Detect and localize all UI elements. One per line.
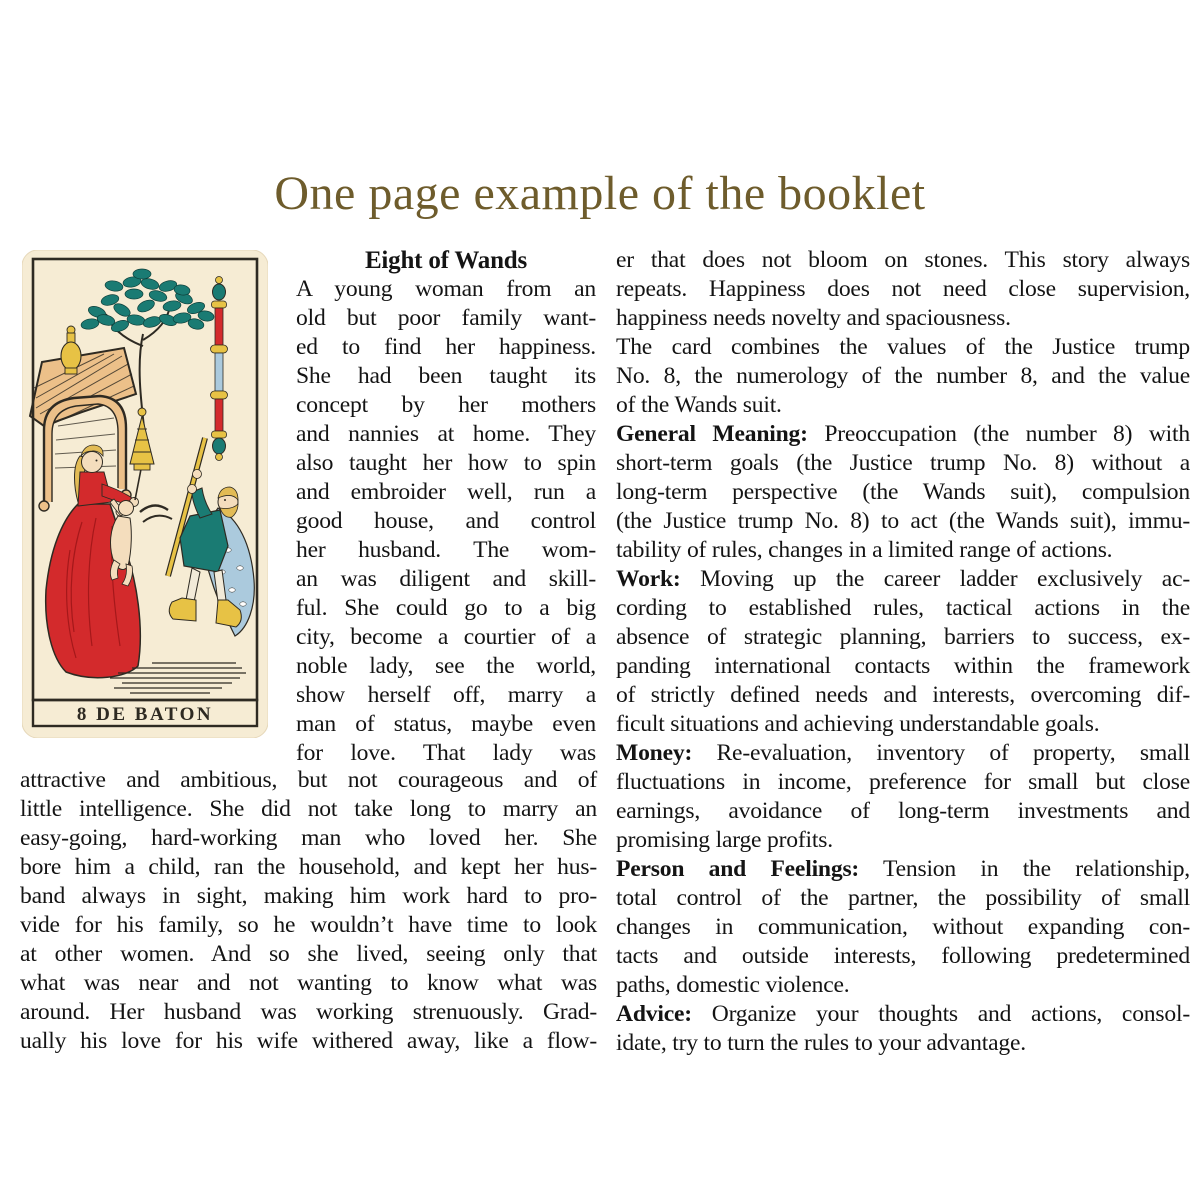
- text-line: paths, domestic violence.: [616, 972, 850, 998]
- text-line: of strictly defined needs and interests, overcoming dif-: [616, 682, 1190, 708]
- text-line: for love. That lady was: [296, 740, 596, 766]
- text-line: changes in communication, without expanding con-: [616, 914, 1190, 940]
- text-line: little intelligence. She did not take long to marry an: [20, 796, 597, 822]
- text-line: She had been taught its: [296, 363, 596, 389]
- text-line: Person and Feelings: Tension in the relationship,: [616, 856, 1190, 882]
- text-line: man of status, maybe even: [296, 711, 596, 737]
- text-line: around. Her husband was working strenuously. Grad-: [20, 999, 597, 1025]
- text-line: an was diligent and skill-: [296, 566, 596, 592]
- text-line: of the Wands suit.: [616, 392, 782, 418]
- text-line: tability of rules, changes in a limited range of actions.: [616, 537, 1113, 563]
- tarot-card-image: [22, 250, 268, 738]
- card-caption: 8 DE BATON: [76, 704, 214, 725]
- right-column: [616, 246, 1190, 1058]
- text-line: General Meaning: Preoccupation (the number 8) with: [616, 421, 1190, 447]
- text-line: ed to find her happiness.: [296, 334, 596, 360]
- text-line: old but poor family want-: [296, 305, 596, 331]
- text-line: The card combines the values of the Justice trump: [616, 334, 1190, 360]
- text-line: idate, try to turn the rules to your advantage.: [616, 1030, 1026, 1056]
- text-line: ful. She could go to a big: [296, 595, 596, 621]
- text-line: happiness needs novelty and spaciousness.: [616, 305, 1011, 331]
- text-line: panding international contacts within the framework: [616, 653, 1190, 679]
- text-line: also taught her how to spin: [296, 450, 596, 476]
- text-line: noble lady, see the world,: [296, 653, 596, 679]
- text-line: Work: Moving up the career ladder exclusively ac-: [616, 566, 1190, 592]
- text-line: city, become a courtier of a: [296, 624, 596, 650]
- text-line: ficult situations and achieving understandable goals.: [616, 711, 1100, 737]
- story-lines-beside-card: [296, 275, 596, 768]
- card-title-heading: Eight of Wands: [364, 247, 528, 274]
- text-line: total control of the partner, the possibility of small: [616, 885, 1190, 911]
- page-title: One page example of the booklet: [274, 167, 926, 220]
- text-line: short-term goals (the Justice trump No. 8) without a: [616, 450, 1190, 476]
- text-line: show herself off, marry a: [296, 682, 596, 708]
- tarot-card-illustration: [22, 250, 268, 738]
- text-line: earnings, avoidance of long-term investments and: [616, 798, 1190, 824]
- text-line: concept by her mothers: [296, 392, 596, 418]
- text-line: her husband. The wom-: [296, 537, 596, 563]
- text-line: bore him a child, ran the household, and kept her hus-: [20, 854, 597, 880]
- text-line: (the Justice trump No. 8) to act (the Wands suit), immu-: [616, 508, 1190, 534]
- text-line: vide for his family, so he wouldn’t have time to look: [20, 912, 597, 938]
- text-line: tacts and outside interests, following predetermined: [616, 943, 1190, 969]
- text-line: A young woman from an: [296, 276, 596, 302]
- text-line: er that does not bloom on stones. This story always: [616, 247, 1190, 273]
- text-line: easy-going, hard-working man who loved her. She: [20, 825, 597, 851]
- story-column-beside-card: [296, 246, 596, 768]
- text-line: absence of strategic planning, barriers to success, ex-: [616, 624, 1190, 650]
- text-line: long-term perspective (the Wands suit), compulsion: [616, 479, 1190, 505]
- text-line: promising large profits.: [616, 827, 833, 853]
- text-line: cording to established rules, tactical actions in the: [616, 595, 1190, 621]
- text-line: Advice: Organize your thoughts and actions, consol-: [616, 1001, 1190, 1027]
- text-line: repeats. Happiness does not need close supervision,: [616, 276, 1190, 302]
- text-line: attractive and ambitious, but not courageous and of: [20, 767, 597, 793]
- text-line: at other women. And so she lived, seeing only that: [20, 941, 597, 967]
- text-line: what was near and not wanting to know what was: [20, 970, 597, 996]
- text-line: ually his love for his wife withered away, like a flow-: [20, 1028, 597, 1054]
- text-line: good house, and control: [296, 508, 596, 534]
- text-line: Money: Re-evaluation, inventory of property, small: [616, 740, 1190, 766]
- text-line: band always in sight, making him work hard to pro-: [20, 883, 597, 909]
- text-line: No. 8, the numerology of the number 8, and the value: [616, 363, 1190, 389]
- story-block-below-card: [20, 766, 597, 1056]
- text-line: and nannies at home. They: [296, 421, 596, 447]
- text-line: and embroider well, run a: [296, 479, 596, 505]
- text-line: fluctuations in income, preference for small but close: [616, 769, 1190, 795]
